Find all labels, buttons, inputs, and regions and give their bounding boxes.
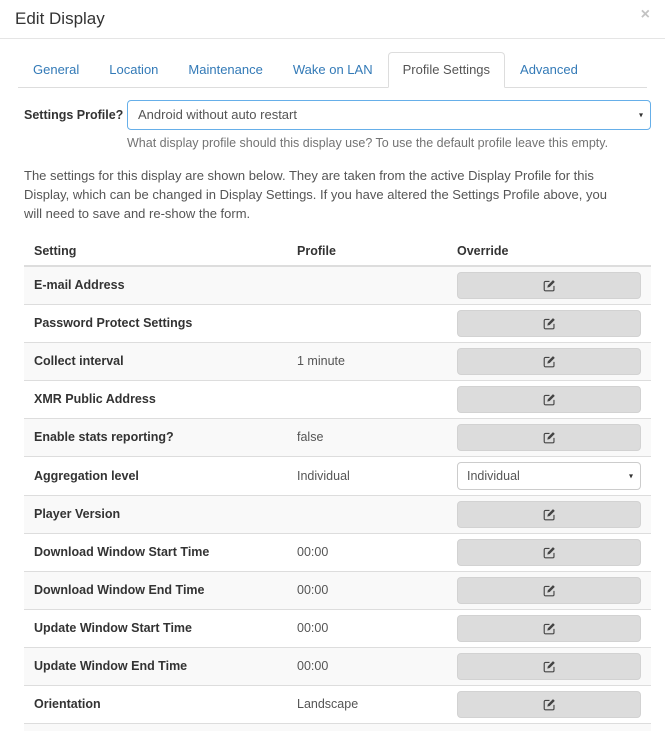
setting-name: Password Protect Settings [24,304,287,342]
profile-value: 00:00 [287,533,447,571]
override-edit-button[interactable] [457,577,641,604]
profile-value: false [287,418,447,456]
table-row [24,380,651,418]
table-row [24,533,651,571]
settings-profile-row [24,100,651,130]
override-cell [447,647,651,685]
override-cell [447,609,651,647]
tab-profile-settings[interactable] [388,52,505,88]
settings-table [24,237,651,723]
table-row [24,342,651,380]
profile-value: 00:00 [287,609,447,647]
tab-bar [18,52,647,88]
table-row [24,495,651,533]
profile-value: 1 minute [287,342,447,380]
override-cell [447,456,651,495]
table-header-row [24,237,651,266]
override-edit-button[interactable] [457,691,641,718]
edit-icon [543,584,556,597]
profile-value: 00:00 [287,571,447,609]
tab-label: Location [109,61,159,77]
tab-label: Advanced [520,61,578,77]
override-cell [447,685,651,723]
column-header-profile: Profile [287,237,447,266]
tab-label: General [33,61,80,77]
override-cell [447,266,651,305]
override-edit-button[interactable] [457,615,641,642]
override-select[interactable] [457,462,641,490]
override-edit-button[interactable] [457,310,641,337]
profile-value: 00:00 [287,647,447,685]
settings-profile-help: What display profile should this display use? To use the default profile leave this empty. [127,135,609,150]
setting-name: E-mail Address [34,278,125,293]
setting-name: Collect interval [24,342,287,380]
override-cell [447,571,651,609]
edit-icon [543,508,556,521]
edit-icon [543,622,556,635]
setting-name: Aggregation level [24,456,287,495]
profile-value [287,495,447,533]
settings-profile-select[interactable] [127,100,651,130]
override-edit-button[interactable] [457,424,641,451]
override-cell [447,533,651,571]
column-header-setting: Setting [24,237,287,266]
table-row [24,304,651,342]
table-row [24,266,651,305]
override-cell [447,380,651,418]
override-edit-button[interactable] [457,653,641,680]
table-row [24,647,651,685]
override-edit-button[interactable] [457,386,641,413]
column-header-override: Override [447,237,651,266]
tab-label: Profile Settings [388,52,505,88]
profile-value [287,266,447,305]
profile-description: The settings for this display are shown below. They are taken from the active Display Profile for this Display, which can be changed in Display Settings. If you have altered the Settings Profile above, you will need to save and re-show the form. [24,168,607,222]
chevron-down-icon: ▾ [638,110,643,120]
table-row [24,609,651,647]
table-row-partial [24,723,651,731]
table-row [24,571,651,609]
profile-value: Landscape [287,685,447,723]
tab-general[interactable] [18,52,94,88]
edit-icon [543,431,556,444]
setting-name: Player Version [24,495,287,533]
profile-settings-form [14,100,651,731]
edit-icon [543,660,556,673]
edit-icon [543,355,556,368]
modal-body [0,39,665,731]
edit-icon [543,393,556,406]
chevron-down-icon: ▾ [628,471,633,481]
setting-name: Update Window End Time [24,647,287,685]
tab-maintenance[interactable] [173,52,277,88]
edit-icon [543,698,556,711]
setting-name: Enable stats reporting? [24,418,287,456]
modal-header [0,0,665,39]
override-cell [447,342,651,380]
tab-wake-on-lan[interactable] [278,52,388,88]
override-cell [447,304,651,342]
modal-title: Edit Display [15,9,105,28]
edit-icon [543,317,556,330]
profile-value [287,304,447,342]
setting-name: Download Window Start Time [24,533,287,571]
close-button[interactable] [641,8,650,22]
setting-name: XMR Public Address [24,380,287,418]
tab-label: Wake on LAN [292,61,373,77]
profile-value [287,380,447,418]
setting-name: Update Window Start Time [24,609,287,647]
override-edit-button[interactable] [457,348,641,375]
override-edit-button[interactable] [457,539,641,566]
table-row [24,456,651,495]
override-cell [447,495,651,533]
tab-location[interactable] [94,52,173,88]
setting-name: Orientation [24,685,287,723]
override-edit-button[interactable] [457,272,641,299]
setting-name: Download Window End Time [24,571,287,609]
tab-label: Maintenance [188,61,263,77]
override-edit-button[interactable] [457,501,641,528]
edit-icon [543,279,556,292]
profile-value: Individual [287,456,447,495]
table-row [24,685,651,723]
close-icon: × [640,6,650,23]
edit-icon [543,546,556,559]
settings-profile-label: Settings Profile? [24,107,124,122]
tab-advanced[interactable] [505,52,593,88]
table-row [24,418,651,456]
override-cell [447,418,651,456]
